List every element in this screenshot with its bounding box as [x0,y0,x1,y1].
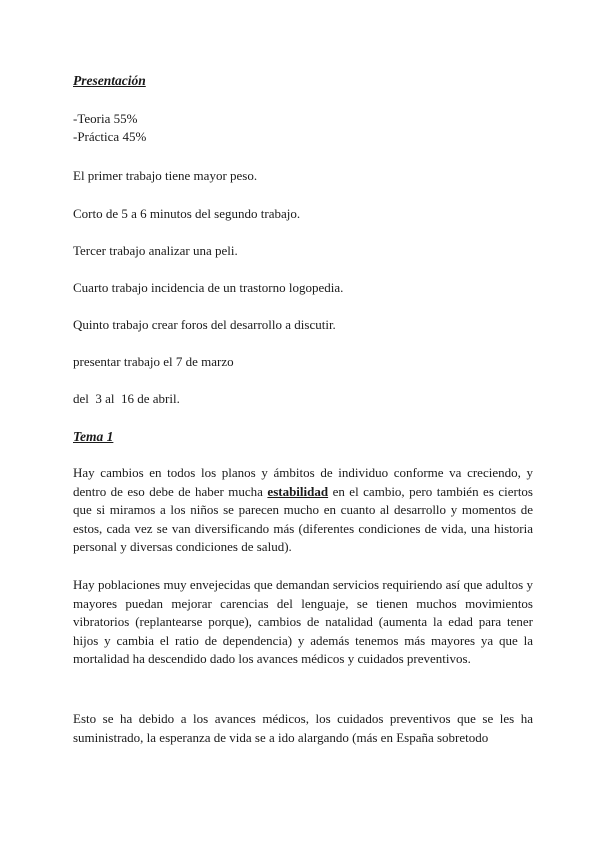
heading-tema-1: Tema 1 [73,429,114,444]
eval-item-teoria: -Teoria 55% [73,111,138,126]
note-quinto-trabajo: Quinto trabajo crear foros del desarrollo a discutir. [73,317,336,332]
heading-presentacion: Presentación [73,73,146,88]
evaluation-list [73,110,533,146]
note-tercer-trabajo: Tercer trabajo analizar una peli. [73,243,238,258]
note-presentar-fecha: presentar trabajo el 7 de marzo [73,354,234,369]
paragraph-cambios-start: Hay cambios en todos los planos y ámbitos de individuo conforme va creciendo, y dentro de eso debe de haber mucha [73,465,533,499]
note-fechas-abril: del 3 al 16 de abril. [73,391,180,406]
note-cuarto-trabajo: Cuarto trabajo incidencia de un trastorno logopedia. [73,280,344,295]
note-segundo-trabajo: Corto de 5 a 6 minutos del segundo trabajo. [73,206,301,221]
paragraph-poblaciones: Hay poblaciones muy envejecidas que demandan servicios requiriendo así que adultos y mayores puedan mejorar carencias del lenguaje, se tienen muchos movimientos vibratorios (replantearse porque), cambios de natalidad (aumenta la edad para tener hijos y cambia el ratio de dependencia) y además tenemos más mayores ya que la mortalidad ha descendido dado los avances médicos y cuidados preventivos. [73,577,533,666]
eval-item-practica: -Práctica 45% [73,129,147,144]
keyword-estabilidad: estabilidad [267,483,329,499]
paragraph-avances-medicos: Esto se ha debido a los avances médicos, los cuidados preventivos que se les ha suministrado, la esperanza de vida se a ido alargando (más en España sobretodo [73,711,533,745]
paragraph-cambios-end: en el cambio, pero también es ciertos que si miramos a los niños se parecen mucho en cuanto al desarrollo y momentos de estos, cada vez se van diversificando más (diferentes condiciones de vida, una historia personal y diversas condiciones de salud). [73,483,533,554]
paragraph-cambios [73,464,533,557]
note-primer-trabajo: El primer trabajo tiene mayor peso. [73,168,258,183]
